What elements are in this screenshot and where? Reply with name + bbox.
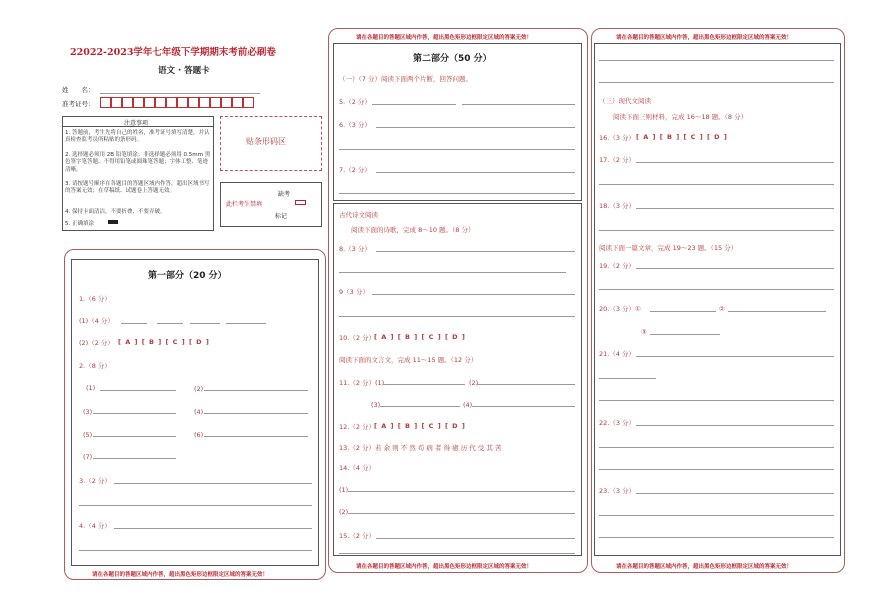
q15-label: 15.（2 分）: [339, 532, 376, 540]
q2-blank-7[interactable]: [93, 458, 176, 459]
q2-label: 2.（8 分）: [79, 362, 111, 370]
q9-line-2[interactable]: [339, 316, 575, 317]
q1-2-choices[interactable]: [ A ] [ B ] [ C ] [ D ]: [118, 338, 210, 346]
q17-label: 17.（2 分）: [599, 156, 636, 164]
q2-blank-6-label: (6): [194, 431, 204, 439]
q23-label: 23.（3 分）: [599, 487, 636, 495]
q4-label: 4.（4 分）: [79, 522, 111, 530]
q20-blank-1[interactable]: [650, 311, 716, 312]
q15-line-2[interactable]: [339, 553, 575, 554]
q1-1-blank-d[interactable]: [226, 323, 266, 324]
q9-line-1[interactable]: [372, 294, 575, 295]
q21-line-2[interactable]: [599, 378, 656, 379]
q10-label: 10.（2 分）: [339, 334, 376, 342]
q14-line-1[interactable]: [348, 491, 575, 492]
q2-blank-2-label: (2): [194, 385, 204, 393]
q20-label: 20.（3 分）①: [599, 305, 641, 313]
q1-2-label: (2)（2 分）: [79, 339, 114, 347]
q8-label: 8.（3 分）: [339, 245, 371, 253]
note-2: 2. 选择题必须用 2B 铅笔填涂；非选择题必须用 0.5mm 黑色签字笔答题，不得用铅笔或圆珠笔答题；字体工整、笔迹清晰。: [65, 152, 211, 173]
q17-line-1[interactable]: [636, 162, 834, 163]
note-1: 1. 答题前，考生先将自己的姓名，准考证号填写清楚，并认真检查监考员所粘贴的条形码。: [65, 130, 210, 144]
q18-line-1[interactable]: [636, 208, 834, 209]
footer-warning-col3: 请在各题目的答题区域内作答，超出黑色矩形边框限定区域的答案无效！: [616, 564, 793, 570]
q12-label: 12.（2 分）: [339, 423, 376, 431]
q5-label: 5.（2 分）: [339, 98, 371, 106]
q11-mark-4: (4): [463, 401, 473, 409]
col3-top-line-2[interactable]: [599, 82, 834, 83]
essay-intro: 阅读下面一篇文章，完成 19～23 题。（15 分）: [599, 244, 738, 252]
q22-line-2[interactable]: [599, 447, 834, 448]
q4-line-2[interactable]: [79, 550, 312, 551]
q15-line-1[interactable]: [376, 538, 575, 539]
q16-choices[interactable]: [ A ] [ B ] [ C ] [ D ]: [636, 133, 728, 141]
absent-note: 此栏考生禁填: [226, 201, 263, 208]
q22-line-3[interactable]: [599, 469, 834, 470]
note-5: 5. 正确填涂: [65, 221, 94, 227]
q6-line-1[interactable]: [376, 127, 575, 128]
q7-line-2[interactable]: [339, 193, 575, 194]
absent-checkbox[interactable]: [295, 200, 306, 205]
note-4: 4. 保持卡面清洁，不要折叠、不要弄破。: [65, 209, 166, 215]
q11-mark-1: (1): [375, 379, 385, 387]
col3-top-line-1[interactable]: [599, 60, 834, 61]
q2-blank-3[interactable]: [93, 413, 176, 414]
q11-blank-4[interactable]: [472, 406, 575, 407]
q16-label: 16.（3 分）: [599, 134, 636, 142]
q21-line-3[interactable]: [599, 400, 834, 401]
q11-mark-2: (2): [469, 379, 479, 387]
q4-line-1[interactable]: [114, 528, 312, 529]
q11-mark-3: (3): [371, 401, 381, 409]
q19-line-2[interactable]: [599, 289, 834, 290]
barcode-label: 贴条形码区: [246, 137, 286, 146]
q14-mark-1: (1): [339, 486, 349, 494]
q8-line-2[interactable]: [339, 272, 566, 273]
exam-subtitle: 语文 · 答题卡: [158, 66, 210, 76]
q1-1-blank-c[interactable]: [190, 323, 220, 324]
q11-blank-3[interactable]: [380, 406, 460, 407]
mark-label: 标记: [275, 213, 288, 220]
q2-blank-5[interactable]: [93, 436, 176, 437]
q19-label: 19.（2 分）: [599, 262, 636, 270]
part2-intro: （一）（7 分）阅读下面两个片断，回答问题。: [339, 75, 472, 83]
q5-blank-b[interactable]: [462, 104, 575, 105]
exam-title: 22022-2023学年七年级下学期期末考前必刷卷: [70, 47, 276, 58]
ancient-poem-title: 古代诗文阅读: [339, 211, 378, 219]
q2-blank-2[interactable]: [204, 390, 308, 391]
id-label: 准考证号：: [62, 100, 95, 108]
note-3: 3. 请按题号顺序在各题目的答题区域内作答，超出区域书写的答案无效；在草稿纸、试题卷上答题无效。: [65, 181, 210, 195]
header-warning-col3: 请在各题目的答题区域内作答，超出黑色矩形边框限定区域的答案无效！: [616, 35, 793, 41]
q1-label: 1.（6 分）: [79, 295, 111, 303]
modern-intro: 阅读下面三则材料，完成 16～18 题。（8 分）: [613, 113, 748, 121]
footer-warning-col1: 请在各题目的答题区域内作答，超出黑色矩形边框限定区域的答案无效！: [92, 572, 269, 578]
absent-label: 缺考: [278, 191, 291, 198]
q6-label: 6.（3 分）: [339, 121, 371, 129]
q3-line-2[interactable]: [79, 505, 312, 506]
q9-label: 9（3 分）: [339, 288, 369, 296]
q23-line-2[interactable]: [599, 515, 834, 516]
q2-blank-4-label: (4): [194, 408, 204, 416]
q13-label: 13.（2 分）若 余 则 不 然 苟 病 者 得 癒 历 代 受 其 苦: [339, 444, 502, 452]
poem-intro: 阅读下面的诗歌，完成 8～10 题。（8 分）: [351, 226, 475, 234]
q12-choices[interactable]: [ A ] [ B ] [ C ] [ D ]: [374, 422, 466, 430]
name-label: 姓 名：: [62, 86, 95, 94]
q11-label: 11.（2 分）: [339, 379, 376, 387]
q20-blank-2[interactable]: [728, 311, 826, 312]
classical-intro: 阅读下面的文言文，完成 11～15 题。（12 分）: [339, 356, 478, 364]
q2-blank-4[interactable]: [204, 413, 308, 414]
q7-line-1[interactable]: [376, 172, 575, 173]
q2-blank-1[interactable]: [100, 390, 176, 391]
q1-1-blank-b[interactable]: [157, 323, 183, 324]
q1-1-label: (1)（4 分）: [79, 317, 114, 325]
q17-line-2[interactable]: [599, 184, 834, 185]
q23-line-1[interactable]: [636, 493, 834, 494]
q20-mark-2: ②: [719, 305, 725, 313]
id-grid[interactable]: [100, 97, 254, 108]
q14-line-2[interactable]: [348, 513, 575, 514]
name-field[interactable]: [100, 93, 260, 94]
q22-label: 22.（3 分）: [599, 419, 636, 427]
q14-label: 14.（4 分）: [339, 464, 376, 472]
q3-label: 3.（2 分）: [79, 477, 111, 485]
q20-blank-3[interactable]: [650, 334, 720, 335]
q20-mark-3: ③: [641, 328, 647, 336]
q11-blank-2[interactable]: [477, 384, 575, 385]
q23-line-3[interactable]: [599, 537, 834, 538]
q3-line-1[interactable]: [114, 483, 312, 484]
q6-line-2[interactable]: [339, 149, 575, 150]
q11-blank-1[interactable]: [383, 384, 465, 385]
part2-title: 第二部分（50 分）: [413, 54, 492, 64]
q2-blank-6[interactable]: [204, 436, 308, 437]
q1-1-blank-a[interactable]: [121, 323, 147, 324]
q21-line-1[interactable]: [636, 356, 834, 357]
correct-fill-sample: [108, 220, 118, 224]
q2-blank-5-label: (5): [83, 431, 93, 439]
q5-blank-a[interactable]: [372, 104, 456, 105]
q21-label: 21.（4 分）: [599, 350, 636, 358]
q2-blank-3-label: (3): [83, 408, 93, 416]
q22-line-1[interactable]: [636, 425, 834, 426]
q7-label: 7.（2 分）: [339, 166, 371, 174]
q19-line-1[interactable]: [636, 268, 834, 269]
q14-mark-2: (2): [339, 508, 349, 516]
q10-choices[interactable]: [ A ] [ B ] [ C ] [ D ]: [374, 333, 466, 341]
q18-line-2[interactable]: [599, 230, 834, 231]
q18-label: 18.（3 分）: [599, 202, 636, 210]
q8-line-1[interactable]: [376, 251, 575, 252]
header-warning-col2: 请在各题目的答题区域内作答，超出黑色矩形边框限定区域的答案无效！: [356, 35, 533, 41]
q2-blank-7-label: (7): [83, 453, 93, 461]
notes-title: 注意事项: [124, 120, 149, 127]
modern-title: （三）现代文阅读: [599, 97, 651, 105]
q2-blank-1-label: (1): [86, 384, 96, 392]
footer-warning-col2: 请在各题目的答题区域内作答，超出黑色矩形边框限定区域的答案无效！: [356, 564, 533, 570]
part1-title: 第一部分（20 分）: [148, 271, 227, 281]
